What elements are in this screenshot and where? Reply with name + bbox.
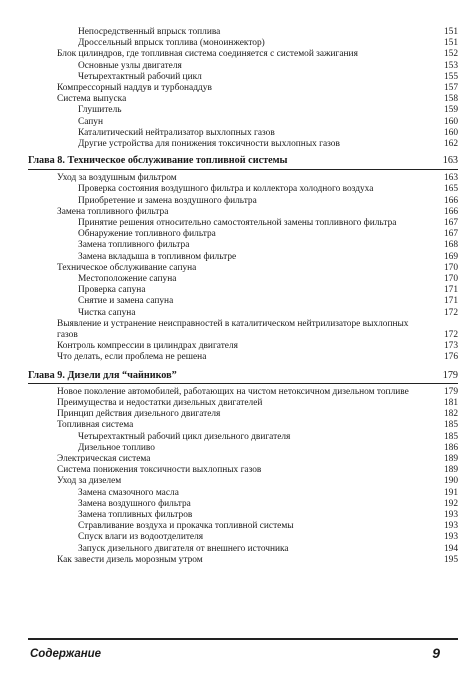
toc-entry [28, 105, 458, 116]
toc-entry-page: 181 [443, 397, 458, 408]
toc-entry [28, 454, 458, 465]
toc-entry-title: Принцип действия дизельного двигателя [57, 409, 221, 420]
toc-entry [28, 27, 458, 38]
toc-entry-title: Что делать, если проблема не решена [57, 352, 207, 363]
toc-entry-page: 186 [443, 442, 458, 453]
toc-entry-page: 185 [443, 431, 458, 442]
toc-entry-page: 152 [443, 49, 458, 60]
toc-entry-page: 192 [443, 498, 458, 509]
toc-entry [28, 432, 458, 443]
toc-entry-page: 162 [443, 139, 458, 150]
toc-entry-page: 185 [443, 420, 458, 431]
toc-entry [28, 117, 458, 128]
toc-entry-title: Дроссельный впрыск топлива (моноинжектор) [78, 38, 265, 49]
toc-entry-page: 166 [443, 206, 458, 217]
chapter-rule [28, 383, 458, 384]
chapter-title: Глава 9. Дизели для “чайников” [28, 369, 177, 381]
toc-entry [28, 532, 458, 543]
toc-entry [28, 61, 458, 72]
toc-entry [28, 83, 458, 94]
toc-entry-page: 159 [443, 105, 458, 116]
toc-entry [28, 240, 458, 251]
toc-entry-title: Стравливание воздуха и прокачка топливной системы [78, 521, 294, 532]
toc-entry-page: 189 [443, 453, 458, 464]
toc-entry-title: Снятие и замена сапуна [78, 296, 174, 307]
toc-entry-title: Техническое обслуживание сапуна [57, 262, 197, 273]
toc-entry-title: Четырехтактный рабочий цикл [78, 71, 202, 82]
toc-entry-title: Каталитический нейтрализатор выхлопных газов [78, 127, 275, 138]
toc-entry [28, 128, 458, 139]
toc-entry [28, 544, 458, 555]
toc-entry-page: 170 [443, 274, 458, 285]
toc-entry-title: Спуск влаги из водоотделителя [78, 532, 204, 543]
toc-entry [28, 139, 458, 150]
toc-entry-page: 172 [443, 307, 458, 318]
toc-entry-title: Новое поколение автомобилей, работающих на чистом нетоксичном дизельном топливе [57, 386, 409, 397]
toc-entry [28, 252, 458, 263]
toc-entry-title: Уход за дизелем [57, 476, 122, 487]
chapter-page: 179 [442, 369, 458, 381]
toc-entry [28, 285, 458, 296]
toc-entry-title: Замена топливного фильтра [57, 206, 169, 217]
toc-entry-page: 194 [443, 543, 458, 554]
toc-entry-page: 193 [443, 532, 458, 543]
toc-entry-title: Замена вкладыша в топливном фильтре [78, 251, 237, 262]
toc-entry-title: Уход за воздушным фильтром [57, 173, 177, 184]
toc-entry-title: Замена воздушного фильтра [78, 498, 191, 509]
toc-entry [28, 465, 458, 476]
toc-entry-title: Система выпуска [57, 94, 127, 105]
chapter-page: 163 [442, 155, 458, 167]
toc-entry [28, 521, 458, 532]
toc-entry-title: Система понижения токсичности выхлопных газов [57, 465, 262, 476]
toc-entry-title: Компрессорный наддув и турбонаддув [57, 83, 212, 94]
toc-entry-title: Как завести дизель морозным утром [57, 554, 203, 565]
toc-entry-page: 169 [443, 251, 458, 262]
toc-entry-title: Замена смазочного масла [78, 487, 179, 498]
toc-entry-page: 195 [443, 554, 458, 565]
toc-entry-page: 151 [443, 27, 458, 37]
toc-entry [28, 488, 458, 499]
toc-entry [28, 296, 458, 307]
toc-entry [28, 409, 458, 420]
toc-entry-page: 171 [443, 296, 458, 307]
toc-entry [28, 173, 458, 184]
toc-entry-title: Дизельное топливо [78, 442, 155, 453]
toc-entry [28, 387, 458, 398]
toc-entry-title: Блок цилиндров, где топливная система соединяется с системой зажигания [57, 49, 358, 60]
toc-entry [28, 94, 458, 105]
toc-entry-title: Приобретение и замена воздушного фильтра [78, 195, 257, 206]
toc-entry-title: Контроль компрессии в цилиндрах двигателя [57, 341, 238, 352]
toc-entry-title: Непосредственный впрыск топлива [78, 27, 221, 37]
toc-entry-page: 182 [443, 409, 458, 420]
toc-entry-page: 168 [443, 240, 458, 251]
toc-entry-page: 173 [443, 341, 458, 352]
toc-entry [28, 229, 458, 240]
toc-entry-title: Основные узлы двигателя [78, 60, 182, 71]
toc-entry-page: 165 [443, 184, 458, 195]
toc-entry [28, 420, 458, 431]
toc-entry-page: 166 [443, 195, 458, 206]
toc-entry-title: Проверка сапуна [78, 285, 146, 296]
toc-entry-title: Чистка сапуна [78, 307, 136, 318]
toc-entry-title: Преимущества и недостатки дизельных двигателей [57, 397, 263, 408]
toc-entry-title: Топливная система [57, 420, 134, 431]
toc-entry-title: Электрическая система [57, 453, 151, 464]
toc-entry-page: 167 [443, 218, 458, 229]
toc-entry-title: Выявление и устранение неисправностей в каталитическом нейтрилизаторе выхлопных газов [57, 318, 409, 341]
toc-entry [28, 499, 458, 510]
footer-section-title: Содержание [30, 648, 102, 660]
footer-page-number: 9 [432, 645, 440, 661]
toc-entry-page: 155 [443, 71, 458, 82]
footer-rule [28, 638, 458, 640]
toc-entry-title: Другие устройства для понижения токсичности выхлопных газов [78, 139, 340, 150]
toc-entry [28, 38, 458, 49]
toc-entry [28, 263, 458, 274]
toc-entry-page: 167 [443, 229, 458, 240]
toc-entry-title: Обнаружение топливного фильтра [78, 229, 216, 240]
toc-entry-page: 179 [443, 386, 458, 397]
toc-entry-page: 157 [443, 83, 458, 94]
toc-entry [28, 308, 458, 319]
toc-entry-page: 153 [443, 60, 458, 71]
toc-entry-page: 176 [443, 352, 458, 363]
toc-entry-title: Местоположение сапуна [78, 274, 177, 285]
toc-entry-title: Глушитель [78, 105, 122, 116]
toc-entry-page: 163 [443, 173, 458, 184]
chapter-heading [28, 370, 458, 382]
chapter-heading [28, 155, 458, 167]
toc-entry [28, 398, 458, 409]
toc-entry [28, 49, 458, 60]
toc-entry-page: 191 [443, 487, 458, 498]
toc-entry [28, 555, 458, 566]
table-of-contents [28, 27, 458, 566]
toc-entry-page: 172 [443, 330, 458, 341]
toc-entry [28, 319, 458, 341]
toc-entry-title: Сапун [78, 116, 104, 127]
toc-entry-title: Замена топливных фильтров [78, 509, 193, 520]
toc-entry [28, 510, 458, 521]
toc-entry [28, 352, 458, 363]
toc-entry-page: 160 [443, 116, 458, 127]
chapter-title: Глава 8. Техническое обслуживание топливной системы [28, 155, 288, 167]
toc-entry-page: 158 [443, 94, 458, 105]
toc-entry-page: 160 [443, 127, 458, 138]
toc-entry-title: Четырехтактный рабочий цикл дизельного двигателя [78, 431, 291, 442]
toc-entry-title: Замена топливного фильтра [78, 240, 190, 251]
toc-entry [28, 72, 458, 83]
toc-entry [28, 184, 458, 195]
toc-entry-page: 189 [443, 465, 458, 476]
toc-entry-page: 190 [443, 476, 458, 487]
toc-entry-page: 170 [443, 262, 458, 273]
toc-entry [28, 443, 458, 454]
toc-entry-page: 151 [443, 38, 458, 49]
toc-entry [28, 196, 458, 207]
toc-entry-page: 171 [443, 285, 458, 296]
toc-entry-page: 193 [443, 509, 458, 520]
toc-entry-title: Принятие решения относительно самостоятельной замены топливного фильтра [78, 218, 397, 229]
toc-entry [28, 218, 458, 229]
chapter-rule [28, 169, 458, 170]
toc-entry [28, 341, 458, 352]
toc-entry [28, 476, 458, 487]
toc-entry-title: Проверка состояния воздушного фильтра и коллектора холодного воздуха [78, 184, 374, 195]
toc-entry-title: Запуск дизельного двигателя от внешнего источника [78, 543, 289, 554]
toc-entry [28, 274, 458, 285]
toc-entry [28, 207, 458, 218]
toc-entry-page: 193 [443, 521, 458, 532]
